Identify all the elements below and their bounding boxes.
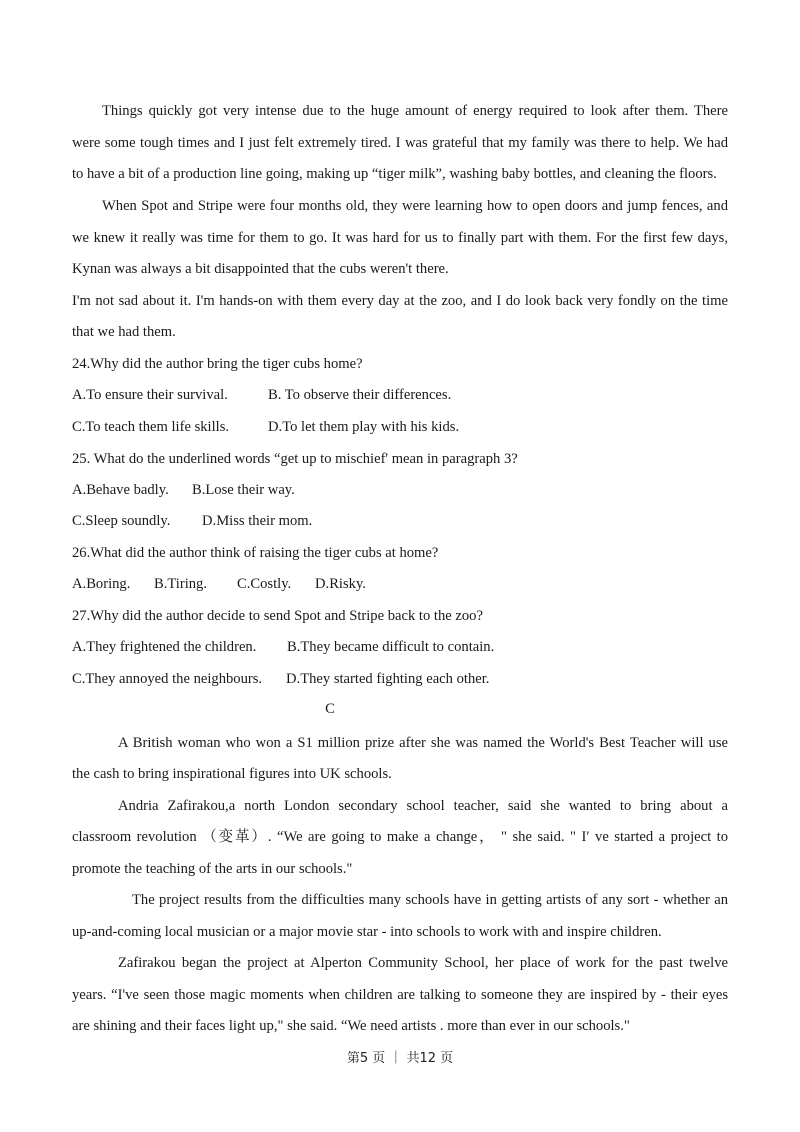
question-24-option-c[interactable]: C.To teach them life skills. [72,419,230,435]
question-24-options-row-2 [72,417,459,437]
question-24-option-a[interactable]: A.To ensure their survival. [72,387,228,403]
question-27-stem: 27.Why did the author decide to send Spot and Stripe back to the zoo? [72,608,483,624]
paragraph-3-line-2: that we had them. [72,324,176,340]
question-27-options-row-1 [72,637,494,657]
question-27-options-row-2 [72,669,489,689]
question-27-option-c[interactable]: C.They annoyed the neighbours. [72,671,263,687]
section-c-paragraph-4-line-2: years. “I've seen those magic moments when children are talking to someone they are inspired by - their eyes [72,987,728,1003]
question-25-options-row-2 [72,511,312,531]
section-c-paragraph-2-line-1: Andria Zafirakou,a north London secondary school teacher, said she wanted to bring about a [118,798,728,814]
paragraph-2-line-1: When Spot and Stripe were four months old, they were learning how to open doors and jump fences, and [102,198,728,214]
page-footer: 第5 页 ｜ 共12 页 [346,1051,454,1066]
question-27-option-d[interactable]: D.They started fighting each other. [286,671,490,687]
question-26-options-row-1 [72,574,366,594]
question-25-options-row-1 [72,480,295,500]
question-26-stem: 26.What did the author think of raising the tiger cubs at home? [72,545,439,561]
question-25-option-d[interactable]: D.Miss their mom. [202,513,313,529]
question-24-options-row-1 [72,385,451,405]
question-25-option-c[interactable]: C.Sleep soundly. [72,513,171,529]
paragraph-1-line-2: were some tough times and I just felt extremely tired. I was grateful that my family was there to help. We had [72,135,728,151]
question-25-option-b[interactable]: B.Lose their way. [192,482,295,498]
section-c-heading: C [325,701,335,717]
question-26-option-c[interactable]: C.Costly. [237,576,292,592]
paragraph-2-line-3: Kynan was always a bit disappointed that the cubs weren't there. [72,261,449,277]
paragraph-1-line-3: to have a bit of a production line going, making up “tiger milk”, washing baby bottles, and cleaning the floors. [72,166,717,182]
question-25-stem: 25. What do the underlined words “get up to mischief' mean in paragraph 3? [72,451,518,467]
paragraph-1-line-1: Things quickly got very intense due to the huge amount of energy required to look after them. There [102,103,728,119]
section-c-paragraph-1-line-1: A British woman who won a S1 million prize after she was named the World's Best Teacher will use [118,735,728,751]
question-24-option-b[interactable]: B. To observe their differences. [268,387,452,403]
section-c-paragraph-3-line-2: up-and-coming local musician or a major movie star - into schools to work with and inspire children. [72,924,662,940]
question-27-option-a[interactable]: A.They frightened the children. [72,639,257,655]
question-26-option-d[interactable]: D.Risky. [315,576,366,592]
question-25-option-a[interactable]: A.Behave badly. [72,482,169,498]
question-24-stem: 24.Why did the author bring the tiger cubs home? [72,356,363,372]
section-c-paragraph-2-line-3: promote the teaching of the arts in our schools." [72,861,353,877]
section-c-paragraph-3-line-1: The project results from the difficulties many schools have in getting artists of any sort - whether an [132,892,728,908]
paragraph-2-line-2: we knew it really was time for them to go. It was hard for us to finally part with them. For the first few days, [72,230,728,246]
question-24-option-d[interactable]: D.To let them play with his kids. [268,419,460,435]
question-27-option-b[interactable]: B.They became difficult to contain. [287,639,495,655]
section-c-paragraph-4-line-1: Zafirakou began the project at Alperton Community School, her place of work for the past twelve [118,955,728,971]
section-c-paragraph-4-line-3: are shining and their faces light up," she said. “We need artists . more than ever in our schools." [72,1018,630,1034]
section-c-paragraph-2-line-2: classroom revolution （变革）. “We are going to make a change， " she said. " I′ ve started a project to [72,829,728,845]
question-26-option-b[interactable]: B.Tiring. [154,576,207,592]
question-26-option-a[interactable]: A.Boring. [72,576,131,592]
section-c-paragraph-1-line-2: the cash to bring inspirational figures into UK schools. [72,766,392,782]
paragraph-3-line-1: I'm not sad about it. I'm hands-on with them every day at the zoo, and I do look back very fondly on the time [72,293,728,309]
